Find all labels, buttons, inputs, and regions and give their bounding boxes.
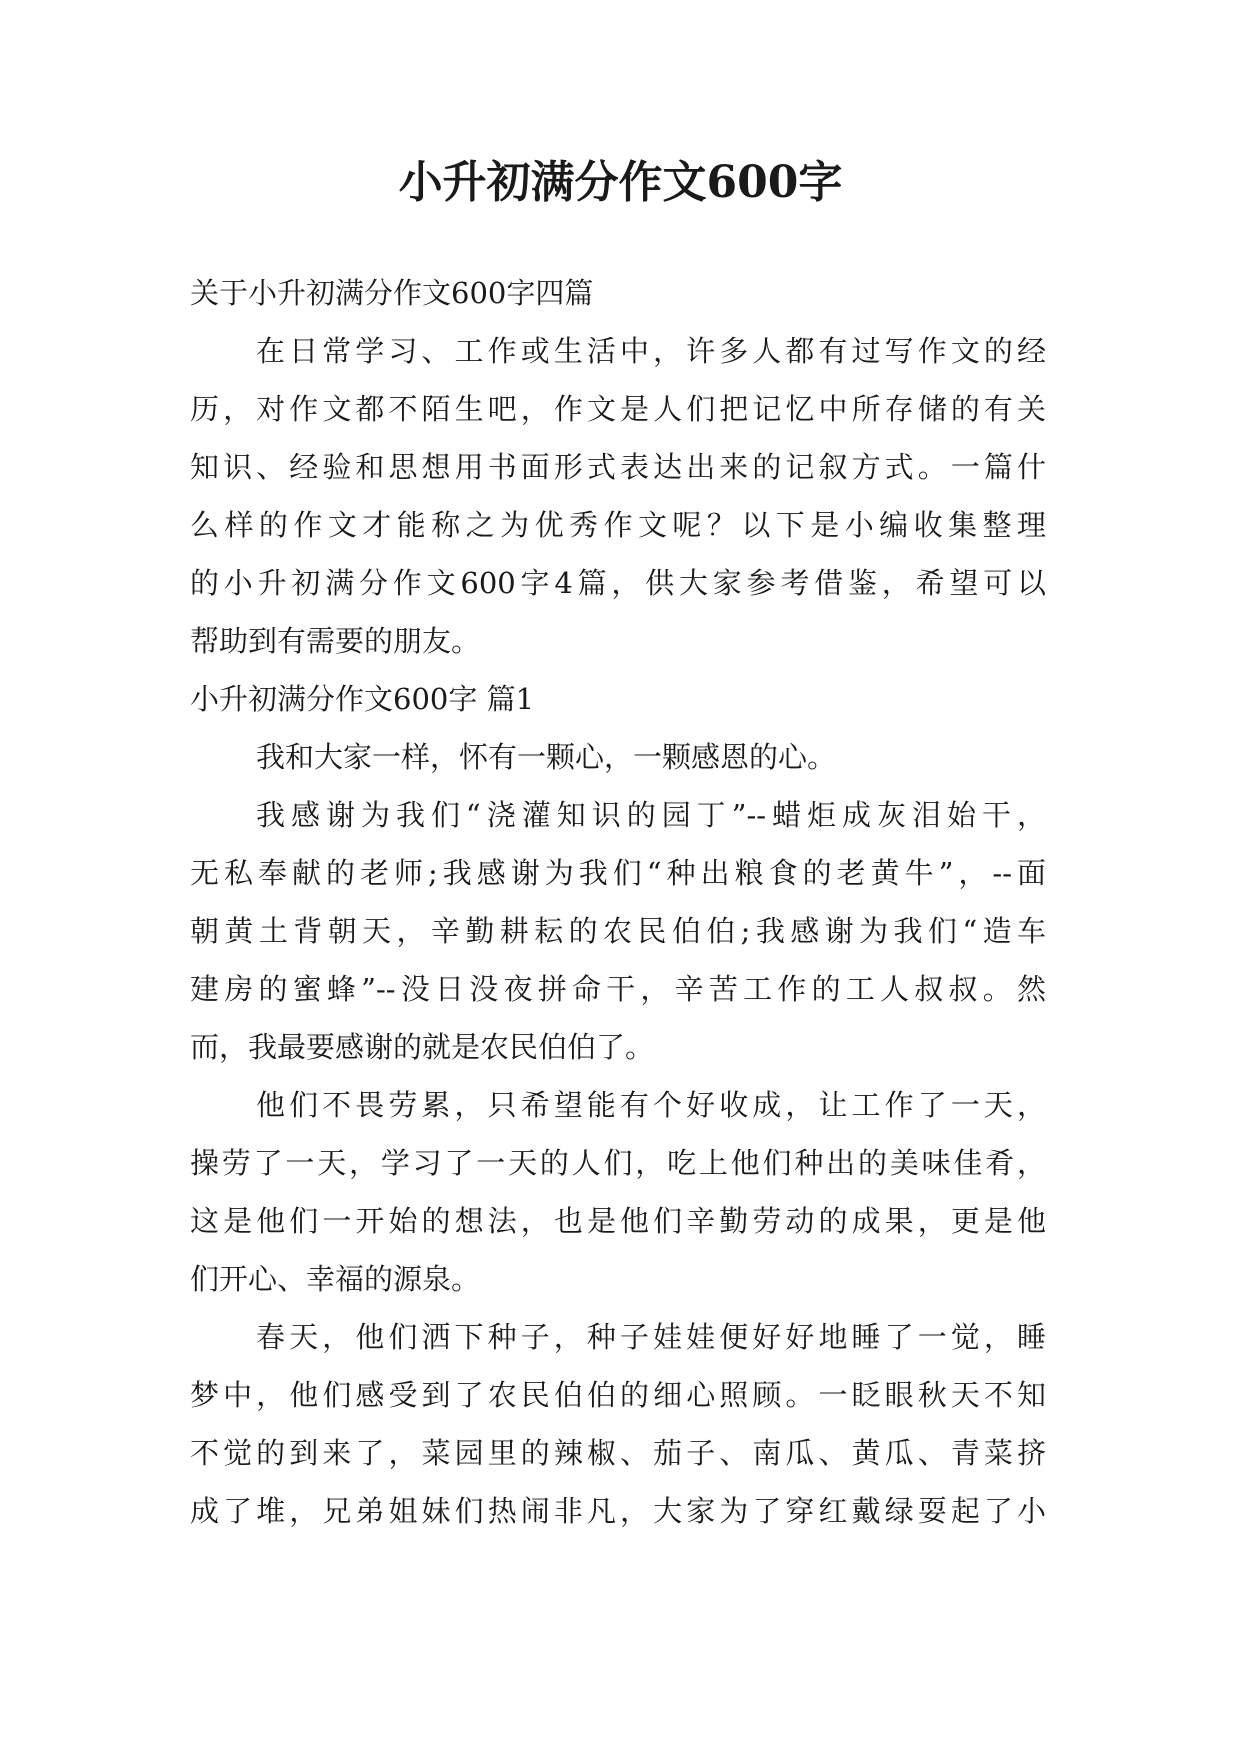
body-line: 我感谢为我们“浇灌知识的园丁”--蜡炬成灰泪始干， xyxy=(256,798,1046,832)
document-body xyxy=(190,264,1046,1540)
body-line: 不觉的到来了，菜园里的辣椒、茄子、南瓜、黄瓜、青菜挤 xyxy=(190,1436,1046,1470)
body-line: 朝黄土背朝天，辛勤耕耘的农民伯伯;我感谢为我们“造车 xyxy=(190,914,1046,948)
document-title: 小升初满分作文600字 xyxy=(398,157,843,208)
body-line: 历，对作文都不陌生吧，作文是人们把记忆中所存储的有关 xyxy=(190,392,1046,426)
body-line: 么样的作文才能称之为优秀作文呢？以下是小编收集整理 xyxy=(190,508,1046,542)
body-line: 而，我最要感谢的就是农民伯伯了。 xyxy=(190,1030,655,1064)
body-line: 建房的蜜蜂”--没日没夜拼命干，辛苦工作的工人叔叔。然 xyxy=(190,972,1046,1006)
body-line: 在日常学习、工作或生活中，许多人都有过写作文的经 xyxy=(256,334,1046,368)
body-line: 春天，他们洒下种子，种子娃娃便好好地睡了一觉，睡 xyxy=(256,1320,1046,1354)
intro-heading: 关于小升初满分作文600字四篇 xyxy=(190,276,594,310)
body-line: 他们不畏劳累，只希望能有个好收成，让工作了一天， xyxy=(256,1088,1046,1122)
body-line: 帮助到有需要的朋友。 xyxy=(190,624,481,658)
body-line: 知识、经验和思想用书面形式表达出来的记叙方式。一篇什 xyxy=(190,450,1046,484)
body-line: 们开心、幸福的源泉。 xyxy=(190,1262,481,1296)
body-line: 的小升初满分作文600字4篇，供大家参考借鉴，希望可以 xyxy=(190,566,1046,600)
body-line: 梦中，他们感受到了农民伯伯的细心照顾。一眨眼秋天不知 xyxy=(190,1378,1046,1412)
body-line: 成了堆，兄弟姐妹们热闹非凡，大家为了穿红戴绿耍起了小 xyxy=(190,1494,1046,1528)
body-line: 操劳了一天，学习了一天的人们，吃上他们种出的美味佳肴， xyxy=(190,1146,1046,1180)
body-line: 无私奉献的老师;我感谢为我们“种出粮食的老黄牛”，--面 xyxy=(190,856,1046,890)
section-heading: 小升初满分作文600字 篇1 xyxy=(190,682,535,716)
body-line: 我和大家一样，怀有一颗心，一颗感恩的心。 xyxy=(256,740,837,774)
body-line: 这是他们一开始的想法，也是他们辛勤劳动的成果，更是他 xyxy=(190,1204,1046,1238)
